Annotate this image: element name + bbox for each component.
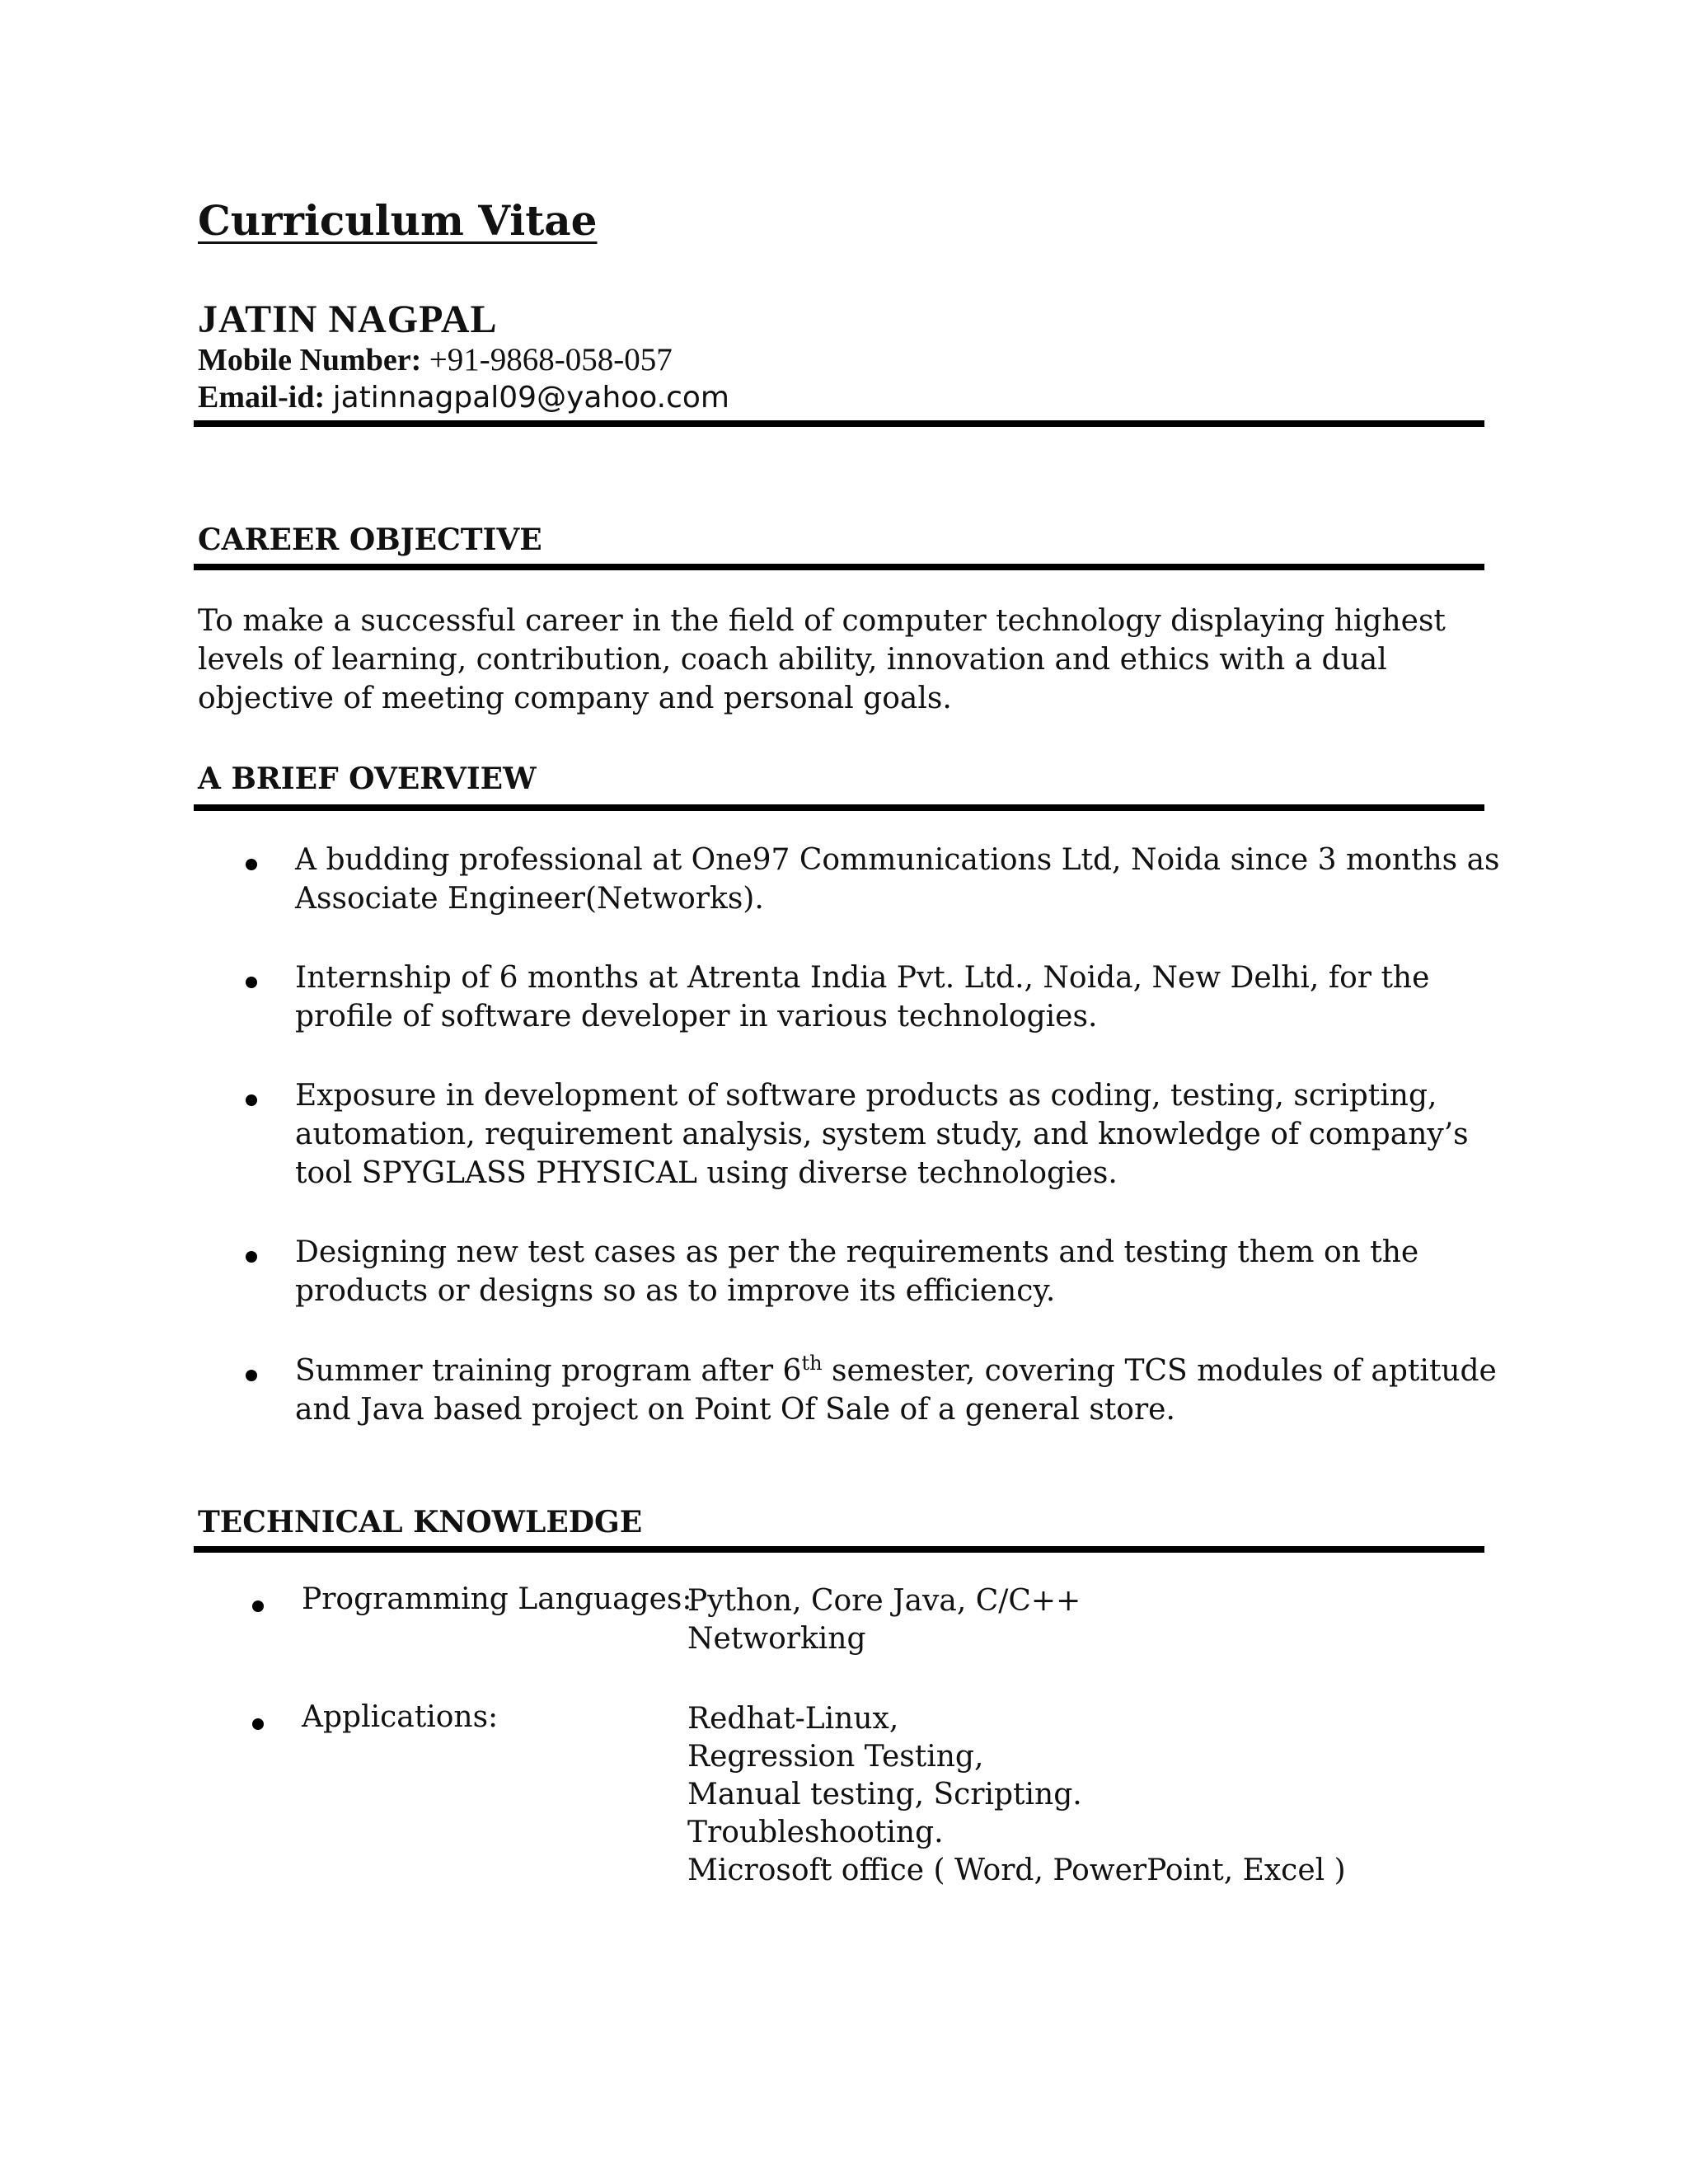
skill-label: Applications: — [302, 1700, 499, 1734]
overview-item-text: Internship of 6 months at Atrenta India Pvt. Ltd., Noida, New Delhi, for the profile of software developer in various technologies. — [295, 961, 1430, 1033]
technical-divider — [194, 1546, 1484, 1553]
mobile-label: Mobile Number: — [198, 343, 422, 377]
skill-values — [687, 1700, 1346, 1890]
overview-item-text: A budding professional at One97 Communications Ltd, Noida since 3 months as Associate Engineer(Networks). — [295, 843, 1500, 916]
email-value: jatinnagpal09@yahoo.com — [332, 381, 730, 415]
bullet-icon — [252, 1601, 264, 1612]
overview-item-text: Designing new test cases as per the requirements and testing them on the products or designs so as to improve its efficiency. — [295, 1235, 1419, 1308]
overview-item-text — [295, 1352, 1507, 1429]
bullet-icon — [246, 1370, 257, 1381]
overview-item-5-pre: Summer training program after 6 — [295, 1354, 802, 1388]
document-title: Curriculum Vitae — [198, 196, 598, 245]
mobile-value: +91-9868-058-057 — [429, 342, 673, 377]
header-divider — [194, 420, 1484, 427]
skill-value: Troubleshooting. — [687, 1816, 944, 1849]
candidate-name: JATIN NAGPAL — [198, 298, 498, 341]
skill-value: Regression Testing, — [687, 1740, 984, 1774]
career-objective-divider — [194, 564, 1484, 570]
bullet-icon — [246, 977, 257, 988]
career-objective-text: To make a successful career in the field of computer technology displaying highest levels of learning, contribution, coach ability, innovation and ethics with a dual objective of meeting company and personal goals. — [198, 604, 1446, 715]
skill-values — [687, 1582, 1081, 1658]
skill-value: Manual testing, Scripting. — [687, 1778, 1082, 1811]
section-heading-career-objective: CAREER OBJECTIVE — [198, 523, 542, 557]
email-label: Email-id: — [198, 380, 326, 415]
mobile-line — [198, 341, 673, 378]
overview-divider — [194, 804, 1484, 811]
bullet-icon — [246, 1251, 257, 1263]
skill-label: Programming Languages: — [302, 1582, 692, 1616]
skill-value: Microsoft office ( Word, PowerPoint, Excel ) — [687, 1854, 1346, 1887]
bullet-icon — [246, 1094, 257, 1106]
section-heading-overview: A BRIEF OVERVIEW — [198, 762, 537, 796]
overview-item-5-sup: th — [801, 1352, 823, 1375]
bullet-icon — [252, 1718, 264, 1730]
overview-item-5-post: semester, covering TCS modules of aptitude and Java based project on Point Of Sale of a general store. — [295, 1354, 1497, 1427]
skill-value: Redhat-Linux, — [687, 1702, 899, 1736]
skill-value: Python, Core Java, C/C++ — [687, 1584, 1081, 1618]
email-line — [198, 379, 729, 415]
skill-value: Networking — [687, 1622, 866, 1656]
overview-item-text: Exposure in development of software products as coding, testing, scripting, automation, requirement analysis, system study, and knowledge of company’s tool SPYGLASS PHYSICAL using diverse technologies. — [295, 1079, 1469, 1190]
section-heading-technical: TECHNICAL KNOWLEDGE — [198, 1505, 643, 1540]
bullet-icon — [246, 859, 257, 870]
